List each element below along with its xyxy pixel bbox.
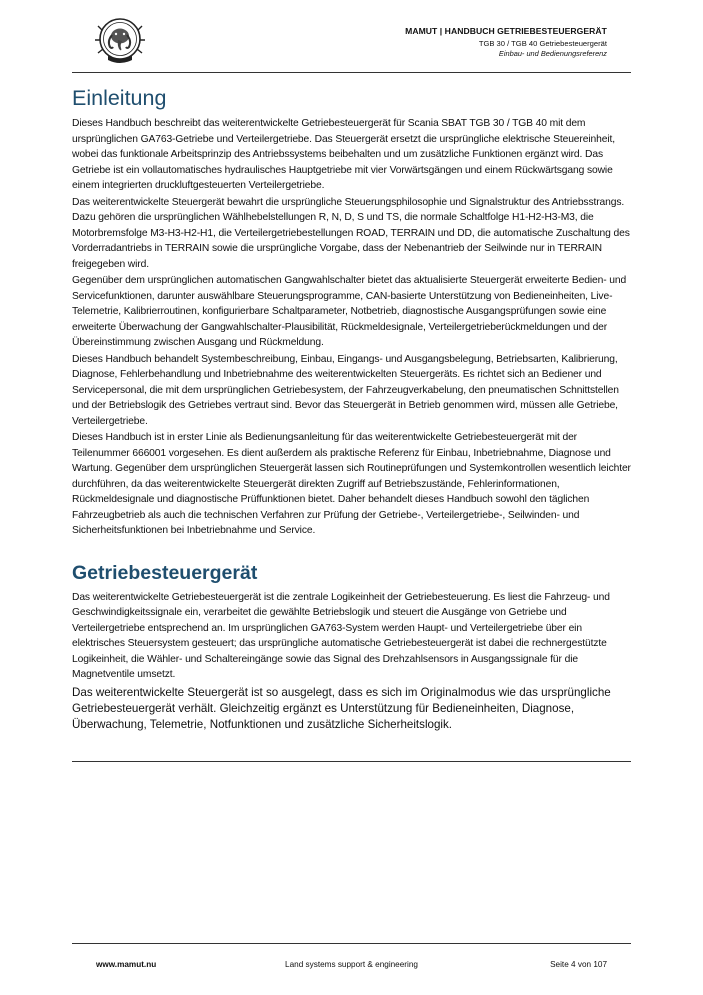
paragraph: Gegenüber dem ursprünglichen automatischen Gangwahlschalter bietet das aktualisierte Steuergerät erweiterte Bedien- und Servicefunktionen, darunter auswählbare Steuerungsprogramme, CAN-basierte Unterstützung von Bedieneinheiten, Live-Telemetrie, Kalibrierroutinen, konfigurierbare Schaltparameter, Notbetrieb, diagnostische Ausgangsprüfungen sowie eine erweiterte Überwachung der Gangwahlschalter-Plausibilität, Rückmeldesignale, Verteilergetrieberückmeldungen und der Übereinstimmung zwischen Ausgang und Rückmeldung. [72, 275, 627, 348]
paragraph: Dieses Handbuch beschreibt das weiterentwickelte Getriebesteuergerät für Scania SBAT TGB 30 / TGB 40 mit dem ursprünglichen GA763-Getriebe und Verteilergetriebe. Das Steuergerät ersetzt die ursprüngliche elektrische Steuereinheit, wobei das funktionale Arbeitsprinzip des Antriebssystems beibehalten und um zusätzliche Funktionen ergänzt wird. Das Getriebe ist ein vollautomatisches hydraulisches Hauptgetriebe mit vier Vorwärtsgängen und einem Rückwärtsgang sowie einem integrierten druckluftgesteuerten Verteilergetriebe. [72, 118, 615, 191]
page-content [72, 80, 632, 734]
paragraph: Das weiterentwickelte Getriebesteuergerät ist die zentrale Logikeinheit der Getriebesteuerung. Es liest die Fahrzeug- und Geschwindigkeitssignale ein, verarbeitet die gewählte Betriebslogik und steuert die Ausgänge von Getriebe und Verteilergetriebe entsprechend an. Im ursprünglichen GA763-System werden Haupt- und Verteilergetriebe über ein elektrisches Steuersystem gesteuert; das ursprüngliche automatische Getriebesteuergerät ist dabei die rechnergestützte Logikeinheit, die Wähler- und Schaltereingänge sowie das Signal des Drehzahlsensors in Ausgangssignale für die Magnetventile umsetzt. [72, 591, 610, 680]
mamut-mammoth-logo-icon [94, 16, 146, 66]
paragraph-large: Das weiterentwickelte Steuergerät ist so ausgelegt, dass es sich im Originalmodus wie das ursprüngliche Getriebesteuergerät verhält. Gleichzeitig ergänzt es Unterstützung für Bedieneinheiten, Diagnose, Überwachung, Telemetrie, Notfunktionen und zusätzliche Sicherheitslogik. [72, 685, 611, 731]
footer-website-link[interactable]: www.mamut.nu [96, 960, 157, 969]
section-spacer [72, 540, 632, 562]
document-subtitle-secondary: Einbau- und Bedienungsreferenz [498, 49, 607, 58]
paragraph: Dieses Handbuch behandelt Systembeschreibung, Einbau, Eingangs- und Ausgangsbelegung, Betriebsarten, Kalibrierung, Diagnose, Fehlerbehandlung und Inbetriebnahme des weiterentwickelten Steuergeräts. Es richtet sich an Bediener und Servicepersonal, die mit dem ursprünglichen Getriebesystem, der Fahrzeugverkabelung, den pneumatischen Schnittstellen und der Betriebslogik des Getriebes vertraut sind. Bevor das Steuergerät in Betrieb genommen wird, müssen alle Getriebe, Verteilergetriebe. [72, 353, 619, 427]
paragraph: Dieses Handbuch ist in erster Linie als Bedienungsanleitung für das weiterentwickelte Getriebesteuergerät mit der Teilenummer 666001 vorgesehen. Es dient außerdem als praktische Referenz für Einbau, Inbetriebnahme, Diagnose und Wartung. Gegenüber dem ursprünglichen Steuergerät lassen sich Routineprüfungen und Systemkontrollen wesentlich leichter durchführen, da das weiterentwickelte Steuergerät direkten Zugriff auf Betriebszustände, Fehlerinformationen, Rückmeldesignale und diagnostische Prüffunktionen bietet. Daher behandelt dieses Handbuch sowohl den täglichen Fahrzeugbetrieb als auch die technischen Verfahren zur Prüfung der Getriebe-, Verteilergetriebe-, Seilwinden- und Sicherheitsfunktionen bei Inbetriebnahme und Service. [72, 432, 631, 536]
section-heading-einleitung: Einleitung [72, 86, 167, 110]
footer-page-number: Seite 4 von 107 [550, 960, 607, 969]
paragraph: Das weiterentwickelte Steuergerät bewahrt die ursprüngliche Steuerungsphilosophie und Signalstruktur des Antriebsstrangs. Dazu gehören die ursprünglichen Wählhebelstellungen R, N, D, S und TS, die normale Schaltfolge H1-H2-H3-M3, die Motorbremsfolge M3-H3-H2-H1, die Verteilergetriebestellungen ROAD, TERRAIN und DD, die automatische Zuschaltung des Vorderradantriebs in TERRAIN sowie die ursprüngliche Vorgabe, dass der Nebenantrieb der Seilwinde nur in TERRAIN freigegeben wird. [72, 196, 630, 270]
footer-tagline: Land systems support & engineering [285, 960, 418, 969]
header-text [405, 26, 607, 58]
document-subtitle: TGB 30 / TGB 40 Getriebesteuergerät [478, 39, 607, 48]
footer-divider [72, 943, 631, 944]
section-heading-getriebesteuergeraet: Getriebesteuergerät [72, 561, 258, 584]
document-title: MAMUT | HANDBUCH GETRIEBESTEUERGERÄT [405, 26, 607, 36]
section-divider [72, 761, 631, 762]
page-header [72, 16, 631, 73]
